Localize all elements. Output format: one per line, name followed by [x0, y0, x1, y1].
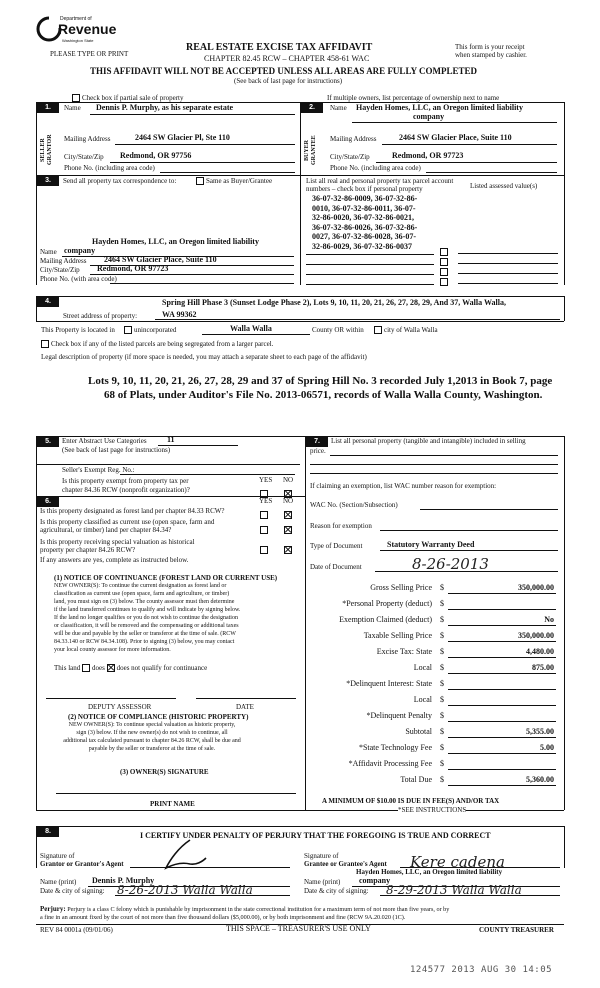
no-header-6: NO	[283, 497, 294, 505]
notice-compliance-body	[62, 721, 242, 753]
parcel-list	[312, 194, 417, 251]
segregated-checkbox[interactable]	[41, 340, 273, 348]
form-warning: THIS AFFIDAVIT WILL NOT BE ACCEPTED UNLESS ALL AREAS ARE FULLY COMPLETED	[90, 66, 478, 76]
yes-header: YES	[259, 476, 273, 484]
form-revision: REV 84 0001a (09/01/06)	[40, 926, 113, 934]
grantor-name: Dennis P. Murphy	[92, 876, 155, 885]
technology-fee-label: *State Technology Fee	[358, 743, 432, 752]
buyer-name-label: Name	[330, 104, 347, 112]
does-not-qualify-checkbox[interactable]	[107, 664, 115, 672]
parcel-line: 32-86-0029, 36-07-32-86-0037	[312, 241, 412, 251]
segregated-label: Check box if any of the listed parcels are being segregated from a larger parcel.	[51, 340, 274, 348]
gross-price-label: Gross Selling Price	[370, 583, 432, 592]
does-label: does	[92, 664, 105, 672]
parcel-line: 0027, 36-07-32-86-0028, 36-07-	[312, 232, 416, 241]
seller-name-label: Name	[64, 104, 81, 112]
seller-city-label: City/State/Zip	[64, 153, 104, 161]
dollar-sign: $	[440, 583, 444, 592]
buyer-side-label: BUYER GRANTEE	[304, 135, 317, 165]
same-as-buyer-checkbox[interactable]	[196, 177, 272, 185]
perjury-label: Perjury:	[40, 905, 66, 913]
does-not-label: does not qualify for continuance	[116, 664, 208, 672]
seller-mail-label: Mailing Address	[64, 135, 111, 143]
taxable-price-value: 350,000.00	[518, 631, 554, 640]
yes-header-6: YES	[259, 497, 273, 505]
grantee-sig-label-2: Grantee or Grantee's Agent	[304, 860, 387, 868]
parcel-line: 32-86-0020, 36-07-32-86-0021,	[312, 213, 414, 222]
send-correspondence-label: Send all property tax correspondence to:	[63, 177, 177, 185]
correspondence-city-label: City/State/Zip	[40, 266, 80, 274]
correspondence-company-2: company	[64, 246, 96, 255]
subtotal-value: 5,355.00	[526, 727, 554, 736]
continuance-qualify	[54, 664, 207, 672]
exempt-q2: chapter 84.36 RCW (nonprofit organization)?	[62, 486, 190, 494]
seller-name: Dennis P. Murphy, as his separate estate	[96, 103, 234, 112]
legal-description-label: Legal description of property (if more space is needed, you may attach a separate sheet to each page of the affidavit)	[41, 353, 367, 361]
print-name-label: PRINT NAME	[150, 800, 195, 808]
grantee-date-city: 8-29-2013 Walla Walla	[386, 883, 522, 897]
logo-word: Revenue	[58, 21, 117, 37]
historic-question-1: Is this property receiving special valuation as historical	[40, 538, 195, 546]
personal-property-checkbox[interactable]	[440, 268, 448, 276]
current-use-question-2: agricultural, or timber) land per chapter 84.34?	[40, 526, 172, 534]
historic-question-2: property per chapter 84.26 RCW?	[40, 546, 136, 554]
street-label: Street address of property:	[63, 312, 138, 320]
section-1-number: 1.	[37, 103, 59, 113]
excise-state-value: 4,480.00	[526, 647, 554, 656]
section-8-number: 8.	[37, 827, 59, 837]
exemption-reason-label: Reason for exemption	[310, 522, 372, 530]
notice-line: if the land transferred continues to qualify and will indicate by signing below.	[54, 607, 241, 613]
parcel-label-2: numbers – check box if personal property	[306, 185, 423, 193]
grantee-name-label: Name (print)	[304, 878, 341, 886]
section-4-number: 4.	[37, 297, 59, 307]
section-3-number: 3.	[37, 176, 59, 186]
print-note: PLEASE TYPE OR PRINT	[50, 50, 129, 58]
dor-logo	[36, 12, 116, 46]
doc-type-value: Statutory Warranty Deed	[387, 540, 475, 549]
see-instructions-note: *SEE INSTRUCTIONS	[398, 806, 467, 814]
buyer-mail-label: Mailing Address	[330, 135, 377, 143]
excise-local-label: Local	[413, 663, 432, 672]
receipt-note-1: This form is your receipt	[455, 43, 525, 51]
delinquent-interest-local-label: Local	[413, 695, 432, 704]
dollar-sign: $	[440, 631, 444, 640]
parcel-line: 36-07-32-86-0026, 36-07-32-86-	[312, 222, 418, 232]
dollar-sign: $	[440, 727, 444, 736]
certify-statement: I CERTIFY UNDER PENALTY OF PERJURY THAT THE FOREGOING IS TRUE AND CORRECT	[140, 831, 491, 840]
subtotal-label: Subtotal	[405, 727, 432, 736]
assessed-value-label: Listed assessed value(s)	[470, 182, 538, 190]
total-due-value: 5,360.00	[526, 775, 554, 784]
parcel-label-1: List all real and personal property tax parcel account	[306, 177, 454, 185]
doc-type-label: Type of Document	[310, 542, 363, 550]
notice-line: your local county assessor for more information.	[54, 647, 171, 653]
forest-question: Is this property designated as forest land per chapter 84.33 RCW?	[40, 507, 225, 515]
current-use-question-1: Is this property classified as current use (open space, farm and	[40, 518, 215, 526]
wac-claim-label: If claiming an exemption, list WAC number reason for exemption:	[310, 482, 497, 490]
correspondence-company-1: Hayden Homes, LLC, an Oregon limited liability	[92, 237, 259, 246]
notice-line: If the land no longer qualifies or you do not wish to continue the designation	[54, 615, 238, 621]
notice-line: NEW OWNER(S): To continue special valuation as historic property,	[68, 722, 236, 728]
grantee-sig-label-1: Signature of	[304, 852, 339, 860]
legal-description-1: Lots 9, 10, 11, 20, 21, 26, 27, 28, 29 and 37 of Spring Hill No. 3 recorded July 1,2013 in Book 7, page	[88, 375, 553, 387]
current-use-no-checkbox[interactable]	[284, 521, 294, 539]
personal-property-label-2: price.	[310, 447, 326, 455]
wac-number-label: WAC No. (Section/Subsection)	[310, 501, 398, 509]
located-in-label: This Property is located in	[41, 326, 115, 334]
parcel-line: 0010, 36-07-32-86-0011, 36-07-	[312, 203, 416, 213]
exemption-claimed-value: No	[544, 615, 554, 624]
logo-line3: Washington State	[62, 38, 94, 43]
correspondence-name-label: Name	[40, 248, 57, 256]
seller-city: Redmond, OR 97756	[120, 151, 192, 160]
perjury-notice	[40, 905, 449, 922]
assessor-date-label: DATE	[236, 703, 254, 711]
county-or-label: County OR within	[312, 326, 364, 334]
correspondence-phone-label: Phone No. (with area code)	[40, 275, 117, 283]
grantee-agent-signature: Kere cadena	[410, 853, 505, 871]
grantor-date-city-label: Date & city of signing:	[40, 887, 105, 895]
notice-continuance-body	[54, 582, 240, 654]
doc-date-label: Date of Document	[310, 563, 362, 571]
personal-property-label-1: List all personal property (tangible and intangible) included in selling	[331, 437, 526, 445]
abstract-label: Enter Abstract Use Categories	[62, 437, 147, 445]
answers-note: If any answers are yes, complete as instructed below.	[40, 556, 189, 564]
dollar-sign: $	[440, 775, 444, 784]
correspondence-city: Redmond, OR 97723	[97, 264, 169, 273]
notice-line: will be due and payable by the seller or transferor at the time of sale. (RCW	[54, 631, 236, 637]
county-name: Walla Walla	[230, 324, 272, 333]
perjury-line-1: Perjury is a class C felony which is punishable by imprisonment in the state correctional institution for a maximum term of not more than five years, or by	[67, 906, 450, 913]
this-land-label: This land	[54, 664, 81, 672]
treasurer-stamp: 124577 2013 AUG 30 14:05	[410, 965, 553, 975]
seller-side-label: SELLER GRANTOR	[40, 134, 53, 166]
partial-sale-label: Check box if partial sale of property	[82, 94, 184, 102]
grantor-name-label: Name (print)	[40, 878, 77, 886]
same-as-buyer-label: Same as Buyer/Grantee	[206, 177, 273, 185]
dollar-sign: $	[440, 647, 444, 656]
exempt-q1: Is this property exempt from property tax per	[62, 477, 189, 485]
street-address-2: WA 99362	[162, 310, 197, 319]
buyer-city: Redmond, OR 97723	[392, 151, 464, 160]
excise-state-label: Excise Tax: State	[376, 647, 432, 656]
buyer-phone-label: Phone No. (including area code)	[330, 164, 421, 172]
taxable-price-label: Taxable Selling Price	[363, 631, 432, 640]
dollar-sign: $	[440, 759, 444, 768]
excise-local-value: 875.00	[532, 663, 554, 672]
dollar-sign: $	[440, 599, 444, 608]
historic-yes-checkbox[interactable]	[260, 541, 270, 559]
grantee-company-1: Hayden Homes, LLC, an Oregon limited liability	[356, 868, 503, 876]
correspondence-mail-label: Mailing Address	[40, 257, 87, 265]
notice-line: sign (3) below. If the new owner(s) do not wish to continue, all	[76, 730, 228, 736]
form-chapter: CHAPTER 82.45 RCW – CHAPTER 458-61 WAC	[204, 54, 370, 63]
treasurer-space-label: THIS SPACE – TREASURER'S USE ONLY	[226, 924, 371, 933]
city-of-label: city of Walla Walla	[384, 326, 438, 334]
grantor-date-city: 8-26-2013 Walla Walla	[117, 883, 253, 897]
notice-line: payable by the seller or transferor at the time of sale.	[88, 746, 216, 752]
notice-line: or classification, it will be removed and the compensating or additional taxes	[54, 623, 239, 629]
legal-description-2: 68 of Plats, under Auditor's File No. 2013-06571, records of Walla Walla County, Washington.	[104, 389, 543, 401]
receipt-note-2: when stamped by cashier.	[455, 51, 527, 59]
unincorporated-label: unincorporated	[134, 326, 177, 334]
section-6-number: 6.	[37, 497, 59, 507]
no-header: NO	[283, 476, 294, 484]
owner-signature-label: (3) OWNER(S) SIGNATURE	[120, 768, 209, 776]
notice-line: 84.33.140 or RCW 84.34.108). Prior to signing (3) below, you may contact	[54, 639, 235, 645]
dollar-sign: $	[440, 679, 444, 688]
exempt-reg-label: Seller's Exempt Reg. No.:	[62, 466, 135, 474]
dollar-sign: $	[440, 663, 444, 672]
correspondence-mail: 2464 SW Glacier Place, Suite 110	[104, 255, 217, 264]
abstract-value: 11	[167, 435, 175, 444]
delinquent-interest-state-label: *Delinquent Interest: State	[346, 679, 432, 688]
unincorporated-checkbox[interactable]	[124, 326, 176, 334]
street-address-1: Spring Hill Phase 3 (Sunset Lodge Phase 2), Lots 9, 10, 11, 20, 21, 26, 27, 28, 29, And 37, Walla Walla,	[162, 298, 506, 307]
seller-phone-label: Phone No. (including area code)	[64, 164, 155, 172]
grantee-name: company	[359, 876, 391, 885]
buyer-mail: 2464 SW Glacier Place, Suite 110	[399, 133, 512, 142]
notice-line: additional tax calculated pursuant to chapter 84.26 RCW, shall be due and	[63, 738, 241, 744]
section-5-number: 5.	[37, 437, 59, 447]
county-treasurer-label: COUNTY TREASURER	[479, 926, 554, 934]
dollar-sign: $	[440, 615, 444, 624]
logo-line1: Department of	[60, 16, 92, 22]
dollar-sign: $	[440, 743, 444, 752]
notice-line: land, you must sign on (3) below. The county assessor must then determine	[54, 599, 235, 605]
parcel-line: 36-07-32-86-0009, 36-07-32-86-	[312, 194, 418, 203]
processing-fee-label: *Affidavit Processing Fee	[348, 759, 432, 768]
technology-fee-value: 5.00	[540, 743, 554, 752]
current-use-yes-checkbox[interactable]	[260, 521, 270, 539]
seller-mail: 2464 SW Glacier Pl, Ste 110	[135, 133, 230, 142]
buyer-city-label: City/State/Zip	[330, 153, 370, 161]
grantee-date-city-label: Date & city of signing:	[304, 887, 369, 895]
historic-no-checkbox[interactable]	[284, 541, 294, 559]
dollar-sign: $	[440, 711, 444, 720]
back-note: (See back of last page for instructions)	[234, 77, 343, 85]
notice-compliance-title: (2) NOTICE OF COMPLIANCE (HISTORIC PROPERTY)	[68, 713, 249, 721]
doc-date-value: 8-26-2013	[412, 555, 489, 573]
form-title: REAL ESTATE EXCISE TAX AFFIDAVIT	[186, 42, 373, 53]
exemption-claimed-label: Exemption Claimed (deduct)	[339, 615, 432, 624]
does-qualify-checkbox[interactable]	[82, 664, 90, 672]
section-2-number: 2.	[301, 103, 323, 113]
gross-price-value: 350,000.00	[518, 583, 554, 592]
notice-continuance-title: (1) NOTICE OF CONTINUANCE (FOREST LAND OR CURRENT USE)	[54, 574, 278, 582]
buyer-name-2: company	[413, 112, 445, 121]
personal-property-checkbox[interactable]	[440, 258, 448, 266]
personal-property-deduct-label: *Personal Property (deduct)	[342, 599, 432, 608]
personal-property-checkbox[interactable]	[440, 248, 448, 256]
dollar-sign: $	[440, 695, 444, 704]
grantor-sig-label-1: Signature of	[40, 852, 75, 860]
section-7-number: 7.	[306, 437, 328, 447]
perjury-line-2: a fine in an amount fixed by the court of not more than five thousand dollars ($5,000.00), or by both imprisonment and fine (RCW 9A.20.020 (1C).	[40, 914, 406, 921]
abstract-note: (See back of last page for instructions)	[62, 446, 171, 454]
notice-line: NEW OWNER(S): To continue the current designation as forest land or	[54, 583, 227, 589]
deputy-assessor-label: DEPUTY ASSESSOR	[88, 703, 152, 711]
minimum-due-note: A MINIMUM OF $10.00 IS DUE IN FEE(S) AND/OR TAX	[322, 797, 500, 805]
total-due-label: Total Due	[400, 775, 432, 784]
parcel-personal-checkboxes	[440, 243, 450, 283]
delinquent-penalty-label: *Delinquent Penalty	[366, 711, 432, 720]
buyer-name-1: Hayden Homes, LLC, an Oregon limited liability	[356, 103, 523, 112]
personal-property-checkbox[interactable]	[440, 278, 448, 286]
city-checkbox[interactable]	[374, 326, 438, 334]
notice-line: classification as current use (open space, farm and agriculture, or timber)	[54, 591, 230, 597]
grantor-sig-label-2: Grantor or Grantor's Agent	[40, 860, 124, 868]
multi-owner-note: If multiple owners, list percentage of ownership next to name	[327, 94, 500, 102]
